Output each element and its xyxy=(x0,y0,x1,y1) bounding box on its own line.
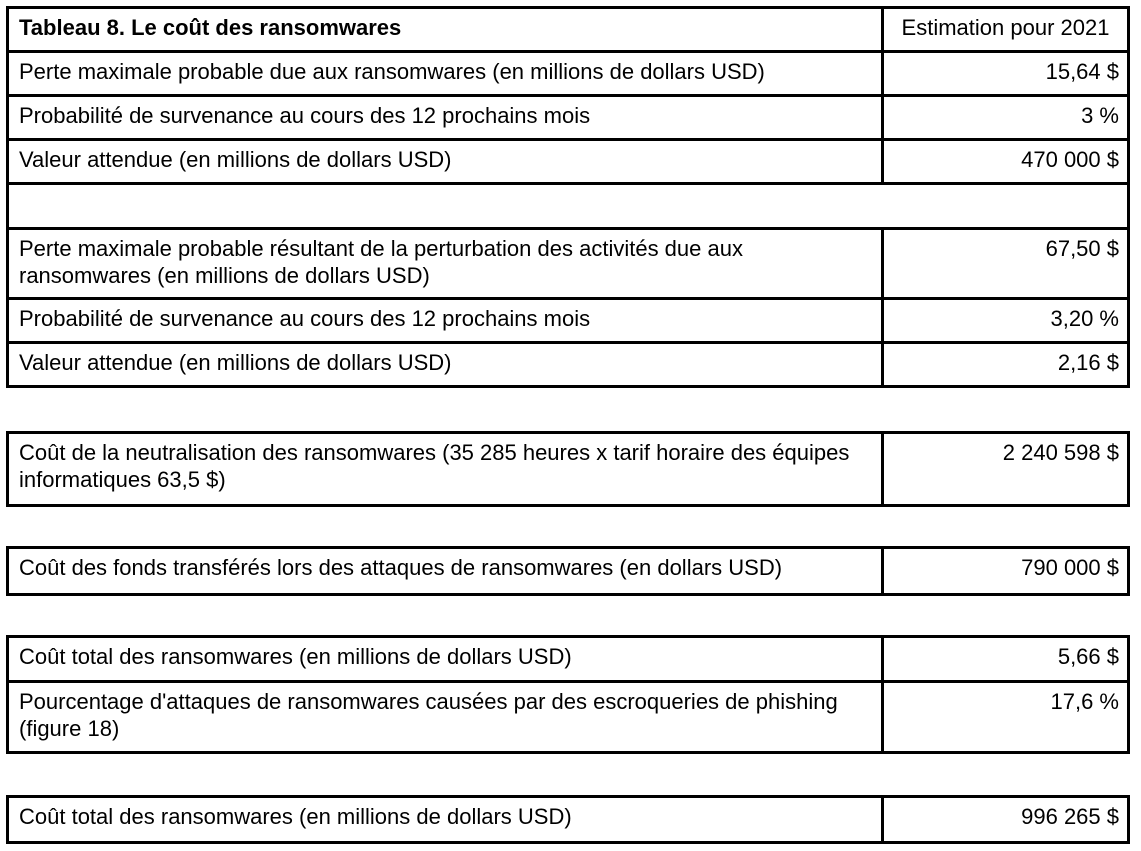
table-row xyxy=(8,52,1129,96)
row-value: 2,16 $ xyxy=(883,343,1129,387)
row-value: 5,66 $ xyxy=(883,637,1129,682)
row-value: 67,50 $ xyxy=(883,229,1129,299)
final-total-label: Coût total des ransomwares (en millions de dollars USD) xyxy=(8,797,883,843)
row-label: Probabilité de survenance au cours des 12 prochains mois xyxy=(8,299,883,343)
row-label: Perte maximale probable due aux ransomwares (en millions de dollars USD) xyxy=(8,52,883,96)
neutralisation-label: Coût de la neutralisation des ransomwares (35 285 heures x tarif horaire des équipes informatiques 63,5 $) xyxy=(8,433,883,506)
table-row xyxy=(8,797,1129,843)
table-spacer-row xyxy=(8,184,1129,229)
row-value: 15,64 $ xyxy=(883,52,1129,96)
transferred-funds-label: Coût des fonds transférés lors des attaques de ransomwares (en dollars USD) xyxy=(8,548,883,595)
table-row xyxy=(8,229,1129,299)
final-total-value: 996 265 $ xyxy=(883,797,1129,843)
row-label: Perte maximale probable résultant de la perturbation des activités due aux ransomwares (en millions de dollars USD) xyxy=(8,229,883,299)
transferred-funds-value: 790 000 $ xyxy=(883,548,1129,595)
table-row xyxy=(8,548,1129,595)
table-row xyxy=(8,343,1129,387)
row-value: 17,6 % xyxy=(883,682,1129,753)
total-cost-table xyxy=(6,635,1130,754)
row-label: Probabilité de survenance au cours des 12 prochains mois xyxy=(8,96,883,140)
column-header-estimation: Estimation pour 2021 xyxy=(883,8,1129,52)
row-label: Valeur attendue (en millions de dollars USD) xyxy=(8,140,883,184)
table-title: Tableau 8. Le coût des ransomwares xyxy=(8,8,883,52)
transferred-funds-table xyxy=(6,546,1130,596)
blank-row-cell xyxy=(8,184,1129,229)
row-label: Coût total des ransomwares (en millions de dollars USD) xyxy=(8,637,883,682)
table-row xyxy=(8,637,1129,682)
row-value: 3 % xyxy=(883,96,1129,140)
final-total-table xyxy=(6,795,1130,844)
row-label: Valeur attendue (en millions de dollars USD) xyxy=(8,343,883,387)
table-row xyxy=(8,299,1129,343)
ransomware-cost-table xyxy=(6,6,1130,388)
neutralisation-cost-table xyxy=(6,431,1130,507)
table-row xyxy=(8,96,1129,140)
neutralisation-value: 2 240 598 $ xyxy=(883,433,1129,506)
table-row xyxy=(8,140,1129,184)
table-row xyxy=(8,682,1129,753)
table-header-row xyxy=(8,8,1129,52)
table-row xyxy=(8,433,1129,506)
row-value: 470 000 $ xyxy=(883,140,1129,184)
row-label: Pourcentage d'attaques de ransomwares causées par des escroqueries de phishing (figure 18) xyxy=(8,682,883,753)
row-value: 3,20 % xyxy=(883,299,1129,343)
